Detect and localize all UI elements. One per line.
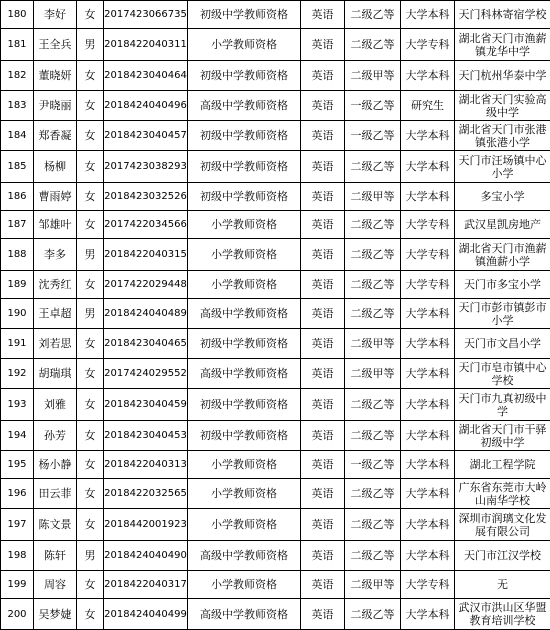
education-cell: 大学专科 bbox=[401, 29, 455, 61]
name-cell: 李多 bbox=[34, 239, 77, 271]
table-row bbox=[1, 329, 550, 359]
certificate-number-cell: 2018424040499 bbox=[104, 599, 188, 630]
education-cell: 大学本科 bbox=[401, 299, 455, 329]
education-cell: 大学本科 bbox=[401, 1, 455, 29]
putonghua-level-cell: 二级乙等 bbox=[345, 151, 401, 183]
table-row bbox=[1, 61, 550, 91]
table-row bbox=[1, 571, 550, 599]
gender-cell: 女 bbox=[77, 61, 104, 91]
certificate-number-cell: 2018423040459 bbox=[104, 389, 188, 421]
gender-cell: 女 bbox=[77, 389, 104, 421]
table-row bbox=[1, 299, 550, 329]
education-cell: 大学本科 bbox=[401, 541, 455, 571]
gender-cell: 女 bbox=[77, 421, 104, 451]
certificate-number-cell: 2018423040457 bbox=[104, 121, 188, 151]
subject-cell: 英语 bbox=[301, 541, 345, 571]
putonghua-level-cell: 二级甲等 bbox=[345, 359, 401, 389]
table-row bbox=[1, 271, 550, 299]
education-cell: 大学本科 bbox=[401, 389, 455, 421]
gender-cell: 女 bbox=[77, 479, 104, 509]
workplace-cell: 湖北省天门市渔薪镇龙华中学 bbox=[455, 29, 550, 61]
gender-cell: 女 bbox=[77, 91, 104, 121]
table-row bbox=[1, 239, 550, 271]
education-cell: 大学本科 bbox=[401, 421, 455, 451]
workplace-cell: 天门科林寄宿学校 bbox=[455, 1, 550, 29]
putonghua-level-cell: 二级乙等 bbox=[345, 599, 401, 630]
row-number-cell: 185 bbox=[1, 151, 34, 183]
gender-cell: 女 bbox=[77, 183, 104, 211]
table-row bbox=[1, 541, 550, 571]
row-number-cell: 187 bbox=[1, 211, 34, 239]
subject-cell: 英语 bbox=[301, 451, 345, 479]
name-cell: 李好 bbox=[34, 1, 77, 29]
gender-cell: 女 bbox=[77, 599, 104, 630]
name-cell: 董晓妍 bbox=[34, 61, 77, 91]
putonghua-level-cell: 二级乙等 bbox=[345, 271, 401, 299]
workplace-cell: 深圳市润璃文化发展有限公司 bbox=[455, 509, 550, 541]
name-cell: 刘若思 bbox=[34, 329, 77, 359]
name-cell: 吴梦婕 bbox=[34, 599, 77, 630]
workplace-cell: 湖北省天门市干驿初级中学 bbox=[455, 421, 550, 451]
row-number-cell: 192 bbox=[1, 359, 34, 389]
workplace-cell: 天门市江汉学校 bbox=[455, 541, 550, 571]
putonghua-level-cell: 二级乙等 bbox=[345, 479, 401, 509]
gender-cell: 女 bbox=[77, 1, 104, 29]
row-number-cell: 198 bbox=[1, 541, 34, 571]
row-number-cell: 184 bbox=[1, 121, 34, 151]
education-cell: 大学本科 bbox=[401, 479, 455, 509]
workplace-cell: 多宝小学 bbox=[455, 183, 550, 211]
certificate-number-cell: 2017422029448 bbox=[104, 271, 188, 299]
subject-cell: 英语 bbox=[301, 479, 345, 509]
gender-cell: 男 bbox=[77, 29, 104, 61]
qualification-cell: 小学教师资格 bbox=[188, 271, 301, 299]
gender-cell: 女 bbox=[77, 451, 104, 479]
name-cell: 杨小静 bbox=[34, 451, 77, 479]
certificate-number-cell: 2018423040453 bbox=[104, 421, 188, 451]
education-cell: 研究生 bbox=[401, 91, 455, 121]
table-row bbox=[1, 509, 550, 541]
name-cell: 胡瑞琪 bbox=[34, 359, 77, 389]
row-number-cell: 191 bbox=[1, 329, 34, 359]
row-number-cell: 190 bbox=[1, 299, 34, 329]
certificate-number-cell: 2018442001923 bbox=[104, 509, 188, 541]
row-number-cell: 197 bbox=[1, 509, 34, 541]
education-cell: 大学本科 bbox=[401, 451, 455, 479]
certificate-number-cell: 2018424040489 bbox=[104, 299, 188, 329]
education-cell: 大学本科 bbox=[401, 359, 455, 389]
name-cell: 郑香凝 bbox=[34, 121, 77, 151]
certificate-number-cell: 2018422040317 bbox=[104, 571, 188, 599]
workplace-cell: 武汉市洪山区华盟教育培训学校 bbox=[455, 599, 550, 630]
qualification-cell: 高级中学教师资格 bbox=[188, 359, 301, 389]
row-number-cell: 199 bbox=[1, 571, 34, 599]
putonghua-level-cell: 一级乙等 bbox=[345, 121, 401, 151]
education-cell: 大学本科 bbox=[401, 61, 455, 91]
education-cell: 大学专科 bbox=[401, 211, 455, 239]
education-cell: 大学专科 bbox=[401, 571, 455, 599]
putonghua-level-cell: 二级乙等 bbox=[345, 29, 401, 61]
certificate-number-cell: 2017424029552 bbox=[104, 359, 188, 389]
row-number-cell: 181 bbox=[1, 29, 34, 61]
workplace-cell: 湖北工程学院 bbox=[455, 451, 550, 479]
certificate-number-cell: 2018424040490 bbox=[104, 541, 188, 571]
subject-cell: 英语 bbox=[301, 239, 345, 271]
gender-cell: 男 bbox=[77, 299, 104, 329]
row-number-cell: 193 bbox=[1, 389, 34, 421]
subject-cell: 英语 bbox=[301, 61, 345, 91]
row-number-cell: 189 bbox=[1, 271, 34, 299]
workplace-cell: 天门市九真初级中学 bbox=[455, 389, 550, 421]
workplace-cell: 天门市汪场镇中心小学 bbox=[455, 151, 550, 183]
table-row bbox=[1, 389, 550, 421]
putonghua-level-cell: 二级乙等 bbox=[345, 211, 401, 239]
certificate-number-cell: 2018422040313 bbox=[104, 451, 188, 479]
table-row bbox=[1, 151, 550, 183]
putonghua-level-cell: 一级乙等 bbox=[345, 91, 401, 121]
gender-cell: 男 bbox=[77, 541, 104, 571]
qualification-cell: 初级中学教师资格 bbox=[188, 1, 301, 29]
table-row bbox=[1, 359, 550, 389]
row-number-cell: 196 bbox=[1, 479, 34, 509]
education-cell: 大学专科 bbox=[401, 239, 455, 271]
certificate-number-cell: 2018423040464 bbox=[104, 61, 188, 91]
gender-cell: 女 bbox=[77, 211, 104, 239]
row-number-cell: 188 bbox=[1, 239, 34, 271]
subject-cell: 英语 bbox=[301, 571, 345, 599]
name-cell: 陈轩 bbox=[34, 541, 77, 571]
gender-cell: 女 bbox=[77, 571, 104, 599]
education-cell: 大学专科 bbox=[401, 271, 455, 299]
name-cell: 王卓超 bbox=[34, 299, 77, 329]
certificate-number-cell: 2017423066735 bbox=[104, 1, 188, 29]
table-row bbox=[1, 211, 550, 239]
putonghua-level-cell: 二级甲等 bbox=[345, 183, 401, 211]
putonghua-level-cell: 二级乙等 bbox=[345, 299, 401, 329]
gender-cell: 男 bbox=[77, 239, 104, 271]
qualification-cell: 小学教师资格 bbox=[188, 571, 301, 599]
table-row bbox=[1, 91, 550, 121]
gender-cell: 女 bbox=[77, 151, 104, 183]
workplace-cell: 湖北省天门实验高级中学 bbox=[455, 91, 550, 121]
subject-cell: 英语 bbox=[301, 121, 345, 151]
education-cell: 大学本科 bbox=[401, 183, 455, 211]
subject-cell: 英语 bbox=[301, 271, 345, 299]
row-number-cell: 195 bbox=[1, 451, 34, 479]
subject-cell: 英语 bbox=[301, 211, 345, 239]
name-cell: 沈秀红 bbox=[34, 271, 77, 299]
subject-cell: 英语 bbox=[301, 299, 345, 329]
qualification-cell: 小学教师资格 bbox=[188, 239, 301, 271]
subject-cell: 英语 bbox=[301, 1, 345, 29]
subject-cell: 英语 bbox=[301, 91, 345, 121]
name-cell: 曹雨婷 bbox=[34, 183, 77, 211]
qualification-cell: 高级中学教师资格 bbox=[188, 599, 301, 630]
education-cell: 大学本科 bbox=[401, 121, 455, 151]
certificate-number-cell: 2018422032565 bbox=[104, 479, 188, 509]
qualification-cell: 小学教师资格 bbox=[188, 29, 301, 61]
row-number-cell: 180 bbox=[1, 1, 34, 29]
qualification-cell: 高级中学教师资格 bbox=[188, 91, 301, 121]
qualification-cell: 初级中学教师资格 bbox=[188, 329, 301, 359]
workplace-cell: 湖北省天门市张港镇张港小学 bbox=[455, 121, 550, 151]
subject-cell: 英语 bbox=[301, 183, 345, 211]
workplace-cell: 天门市多宝小学 bbox=[455, 271, 550, 299]
qualification-cell: 小学教师资格 bbox=[188, 509, 301, 541]
name-cell: 刘雅 bbox=[34, 389, 77, 421]
putonghua-level-cell: 二级乙等 bbox=[345, 389, 401, 421]
certificate-number-cell: 2018424040496 bbox=[104, 91, 188, 121]
putonghua-level-cell: 二级乙等 bbox=[345, 541, 401, 571]
workplace-cell: 武汉星凯房地产 bbox=[455, 211, 550, 239]
qualification-cell: 初级中学教师资格 bbox=[188, 121, 301, 151]
certificate-number-cell: 2017423038293 bbox=[104, 151, 188, 183]
table-row bbox=[1, 29, 550, 61]
putonghua-level-cell: 二级甲等 bbox=[345, 61, 401, 91]
qualification-cell: 高级中学教师资格 bbox=[188, 299, 301, 329]
putonghua-level-cell: 二级乙等 bbox=[345, 509, 401, 541]
subject-cell: 英语 bbox=[301, 151, 345, 183]
workplace-cell: 天门市皂市镇中心学校 bbox=[455, 359, 550, 389]
row-number-cell: 183 bbox=[1, 91, 34, 121]
workplace-cell: 天门市文昌小学 bbox=[455, 329, 550, 359]
education-cell: 大学本科 bbox=[401, 329, 455, 359]
row-number-cell: 186 bbox=[1, 183, 34, 211]
subject-cell: 英语 bbox=[301, 421, 345, 451]
table-row bbox=[1, 1, 550, 29]
putonghua-level-cell: 二级乙等 bbox=[345, 1, 401, 29]
education-cell: 大学本科 bbox=[401, 151, 455, 183]
gender-cell: 女 bbox=[77, 121, 104, 151]
certificate-number-cell: 2017422034566 bbox=[104, 211, 188, 239]
workplace-cell: 湖北省天门市渔薪镇渔薪小学 bbox=[455, 239, 550, 271]
name-cell: 邹雄叶 bbox=[34, 211, 77, 239]
name-cell: 陈文景 bbox=[34, 509, 77, 541]
name-cell: 周容 bbox=[34, 571, 77, 599]
name-cell: 杨柳 bbox=[34, 151, 77, 183]
qualification-cell: 小学教师资格 bbox=[188, 451, 301, 479]
name-cell: 尹晓丽 bbox=[34, 91, 77, 121]
gender-cell: 女 bbox=[77, 271, 104, 299]
table-body bbox=[1, 1, 550, 630]
education-cell: 大学本科 bbox=[401, 599, 455, 630]
certificate-number-cell: 2018422040315 bbox=[104, 239, 188, 271]
putonghua-level-cell: 二级甲等 bbox=[345, 329, 401, 359]
putonghua-level-cell: 一级乙等 bbox=[345, 451, 401, 479]
table-row bbox=[1, 599, 550, 630]
table-row bbox=[1, 451, 550, 479]
certificate-number-cell: 2018423032526 bbox=[104, 183, 188, 211]
row-number-cell: 200 bbox=[1, 599, 34, 630]
name-cell: 王全兵 bbox=[34, 29, 77, 61]
subject-cell: 英语 bbox=[301, 359, 345, 389]
row-number-cell: 194 bbox=[1, 421, 34, 451]
gender-cell: 女 bbox=[77, 359, 104, 389]
qualification-cell: 初级中学教师资格 bbox=[188, 183, 301, 211]
table-row bbox=[1, 479, 550, 509]
name-cell: 田云菲 bbox=[34, 479, 77, 509]
certificate-number-cell: 2018422040311 bbox=[104, 29, 188, 61]
qualification-cell: 小学教师资格 bbox=[188, 211, 301, 239]
subject-cell: 英语 bbox=[301, 509, 345, 541]
subject-cell: 英语 bbox=[301, 599, 345, 630]
putonghua-level-cell: 二级甲等 bbox=[345, 571, 401, 599]
workplace-cell: 无 bbox=[455, 571, 550, 599]
qualification-cell: 初级中学教师资格 bbox=[188, 389, 301, 421]
qualification-cell: 初级中学教师资格 bbox=[188, 151, 301, 183]
certificate-number-cell: 2018423040465 bbox=[104, 329, 188, 359]
gender-cell: 女 bbox=[77, 329, 104, 359]
putonghua-level-cell: 二级乙等 bbox=[345, 421, 401, 451]
putonghua-level-cell: 二级乙等 bbox=[345, 239, 401, 271]
education-cell: 大学本科 bbox=[401, 509, 455, 541]
qualification-cell: 初级中学教师资格 bbox=[188, 61, 301, 91]
gender-cell: 女 bbox=[77, 509, 104, 541]
subject-cell: 英语 bbox=[301, 29, 345, 61]
table-row bbox=[1, 121, 550, 151]
table-row bbox=[1, 183, 550, 211]
subject-cell: 英语 bbox=[301, 329, 345, 359]
workplace-cell: 广东省东莞市大岭山南华学校 bbox=[455, 479, 550, 509]
table-row bbox=[1, 421, 550, 451]
subject-cell: 英语 bbox=[301, 389, 345, 421]
workplace-cell: 天门杭州华泰中学 bbox=[455, 61, 550, 91]
name-cell: 孙芳 bbox=[34, 421, 77, 451]
row-number-cell: 182 bbox=[1, 61, 34, 91]
qualification-cell: 小学教师资格 bbox=[188, 479, 301, 509]
workplace-cell: 天门市彭市镇彭市小学 bbox=[455, 299, 550, 329]
qualification-cell: 初级中学教师资格 bbox=[188, 421, 301, 451]
qualification-cell: 高级中学教师资格 bbox=[188, 541, 301, 571]
